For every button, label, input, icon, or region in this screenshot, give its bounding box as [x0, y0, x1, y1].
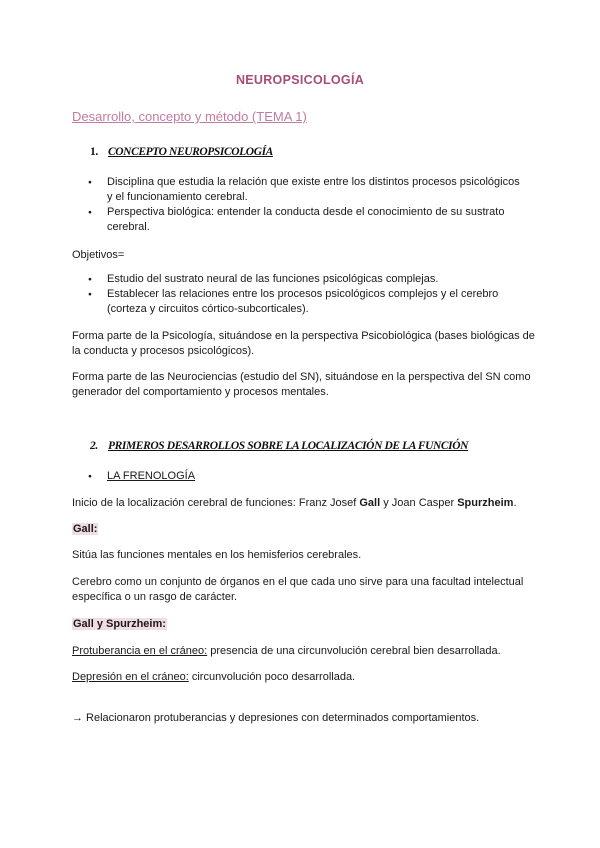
gall-heading [72, 522, 542, 537]
paragraph-neurociencias: Forma parte de las Neurociencias (estudio del SN), situándose en la perspectiva del SN como generador del comportamiento y procesos mentales. [72, 371, 531, 398]
protuberancia-text: presencia de una circunvolución cerebral bien desarrollada. [207, 645, 501, 657]
document-title: NEUROPSICOLOGÍA [235, 73, 365, 87]
section-2-subitems [88, 469, 528, 484]
objectives-label: Objetivos= [72, 249, 125, 261]
intro-mid: y Joan Casper [380, 497, 458, 509]
gall-spurzheim-label: Gall y Spurzheim: [73, 618, 166, 630]
paragraph-protuberancia [72, 644, 542, 659]
name-gall: Gall [359, 497, 381, 509]
objectives-list [88, 272, 528, 317]
list-item: ● Establecer las relaciones entre los procesos psicológicos complejos y el cerebro (corteza y circuitos córtico-subcorticales). [88, 287, 528, 317]
protuberancia-label: Protuberancia en el cráneo: [72, 645, 208, 657]
paragraph-intro [72, 496, 542, 511]
frenologia-label: LA FRENOLOGÍA [107, 470, 196, 482]
paragraph-psicologia: Forma parte de la Psicología, situándose en la perspectiva Psicobiológica (bases biológicas de la conducta y procesos psicológicos). [72, 330, 535, 357]
list-item: ● Estudio del sustrato neural de las funciones psicológicas complejas. [88, 272, 528, 287]
section-2-title: PRIMEROS DESARROLLOS SOBRE LA LOCALIZACIÓN DE LA FUNCIÓN [108, 440, 469, 452]
gall-spurzheim-heading [72, 617, 542, 632]
list-item [88, 469, 528, 484]
section-1-number: 1. [90, 146, 98, 158]
section-1-heading [90, 145, 273, 160]
intro-end: . [513, 497, 517, 509]
list-item: ● Disciplina que estudia la relación que existe entre los distintos procesos psicológicos y el funcionamiento cerebral. [88, 175, 528, 205]
gall-label: Gall: [73, 523, 98, 535]
section-2-number: 2. [90, 440, 98, 452]
name-spurzheim: Spurzheim [457, 497, 514, 509]
depresion-label: Depresión en el cráneo: [72, 671, 189, 683]
section-1-title: CONCEPTO NEUROPSICOLOGÍA [108, 146, 273, 158]
paragraph-gall-1: Sitúa las funciones mentales en los hemisferios cerebrales. [72, 549, 362, 561]
section-2-heading [90, 439, 468, 454]
paragraph-gall-2: Cerebro como un conjunto de órganos en el que cada uno sirve para una facultad intelectual específica o un rasgo de carácter. [72, 576, 524, 603]
paragraph-depresion [72, 670, 542, 685]
section-1-bullets [88, 175, 528, 235]
depresion-text: circunvolución poco desarrollada. [188, 671, 356, 683]
intro-text: Inicio de la localización cerebral de funciones: Franz Josef [72, 497, 360, 509]
list-item: ● Perspectiva biológica: entender la conducta desde el conocimiento de su sustrato cerebral. [88, 205, 528, 235]
document-subtitle: Desarrollo, concepto y método (TEMA 1) [72, 109, 307, 124]
paragraph-conclusion: → Relacionaron protuberancias y depresiones con determinados comportamientos. [72, 712, 480, 724]
